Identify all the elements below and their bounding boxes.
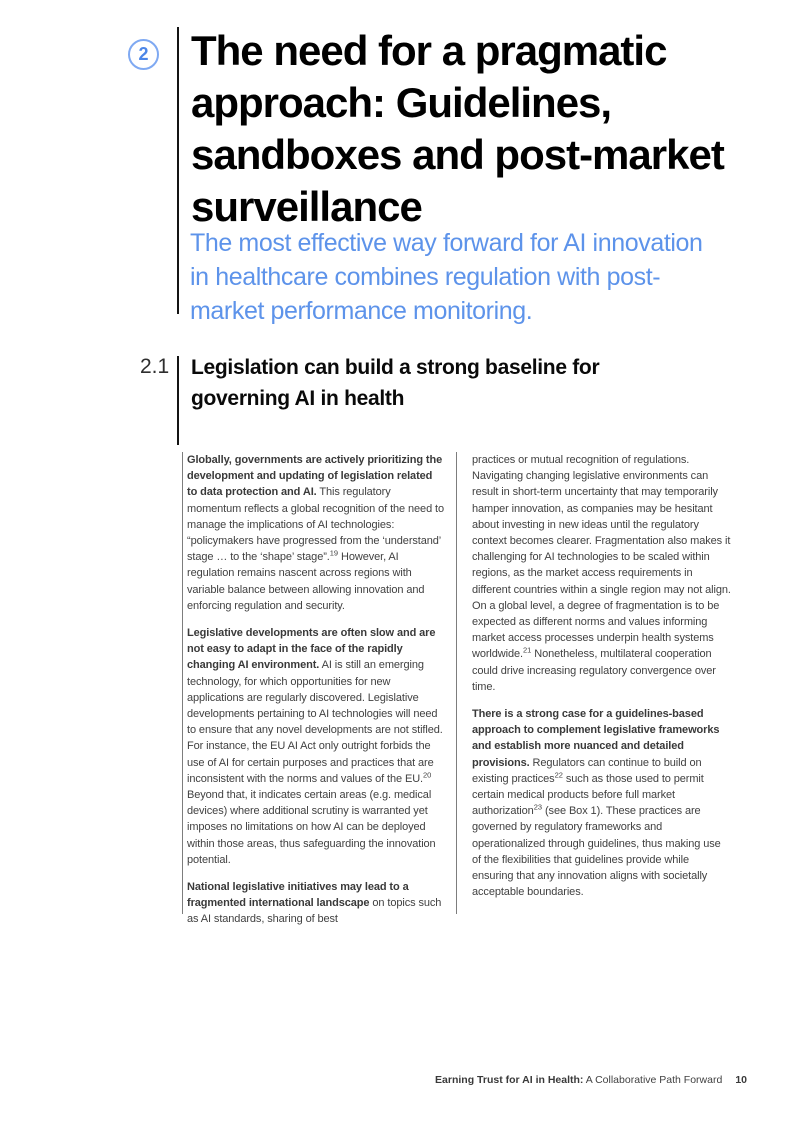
chapter-vertical-rule [177,27,179,314]
paragraph-text: on topics such as AI standards, sharing of best [187,897,442,926]
paragraph-text: This regulatory momentum reflects a global recognition of the need to manage the implications of AI technologies: “policymakers have progressed from the ‘understand’ stage … to the ‘shape’ stage”. [187,486,445,564]
footnote-ref-20: 20 [423,770,432,780]
paragraph-text: (see Box 1). These practices are governed by regulatory frameworks and operationalized through guidelines, thus making use of the flexibilities that guidelines provide while ensuring that any innovation aligns with societally acceptable boundaries. [472,805,721,899]
footnote-ref-23: 23 [533,802,543,812]
body-column-left [187,452,445,928]
footer-report-subtitle: A Collaborative Path Forward [583,1074,723,1086]
footnote-ref-22: 22 [554,770,563,780]
column-divider-rule [456,452,457,914]
footer-report-title: Earning Trust for AI in Health: [435,1074,584,1086]
left-column-rule [182,452,183,914]
chapter-number: 2 [138,44,149,64]
paragraph [472,452,732,695]
section-vertical-rule [177,356,179,445]
paragraph-text: Nonetheless, multilateral cooperation could drive increasing regulatory convergence over time. [472,648,716,693]
section-number: 2.1 [140,355,170,378]
chapter-title: The need for a pragmatic approach: Guidelines, sandboxes and post-market surveillance [191,27,724,230]
body-column-right [472,452,732,900]
paragraph-text: such as those used to permit certain medical products before full market authorization [472,772,704,818]
paragraph-text: practices or mutual recognition of regulations. Navigating changing legislative environments can result in short-term uncertainty that may temporarily hamper innovation, as companies may be hesitant about investing in new ideas until the regulatory context becomes clearer. Fragmentation also makes it challenging for AI technologies to be scaled within regions, as the market access requirements in different countries within a single region may not align. On a global level, a degree of fragmentation is to be expected as different norms and values informing market access processes underpin health systems worldwide. [472,454,731,661]
footnote-ref-19: 19 [329,548,339,558]
footer-page-number: 10 [735,1074,747,1086]
paragraph [472,706,732,900]
paragraph-lead: Legislative developments are often slow and are not easy to adapt in the face of the rapidly changing AI environment. [187,627,436,672]
paragraph-text: Regulators can continue to build on existing practices [472,756,702,785]
paragraph-text: However, AI regulation remains nascent across regions with variable balance between allowing innovation and enforcing regulation and security. [187,551,425,612]
chapter-number-badge [128,39,159,70]
chapter-subtitle: The most effective way forward for AI innovation in healthcare combines regulation with post-market performance monitoring. [190,229,703,325]
section-title: Legislation can build a strong baseline for governing AI in health [191,356,600,410]
paragraph [187,452,445,614]
paragraph-lead: There is a strong case for a guidelines-based approach to complement legislative frameworks and establish more nuanced and detailed provisions. [472,708,720,769]
paragraph [187,625,445,868]
page-footer [435,1074,747,1087]
paragraph-lead: Globally, governments are actively prioritizing the development and updating of legislation related to data protection and AI. [187,454,443,499]
paragraph-lead: National legislative initiatives may lead to a fragmented international landscape [187,881,409,910]
footnote-ref-21: 21 [522,645,532,655]
paragraph-text: AI is still an emerging technology, for which opportunities for new applications are regularly discovered. Legislative developments pertaining to AI technologies will need to ensure that any novel developments are not stifled. For instance, the EU AI Act only outright forbids the use of AI for certain purposes and practices that are inconsistent with the norms and values of the EU. [187,659,443,785]
paragraph-text: Beyond that, it indicates certain areas (e.g. medical devices) where additional scrutiny is warranted yet imposes no limitations on how AI can be deployed within those areas, thus safeguarding the innovation potential. [187,789,436,866]
paragraph [187,879,445,928]
